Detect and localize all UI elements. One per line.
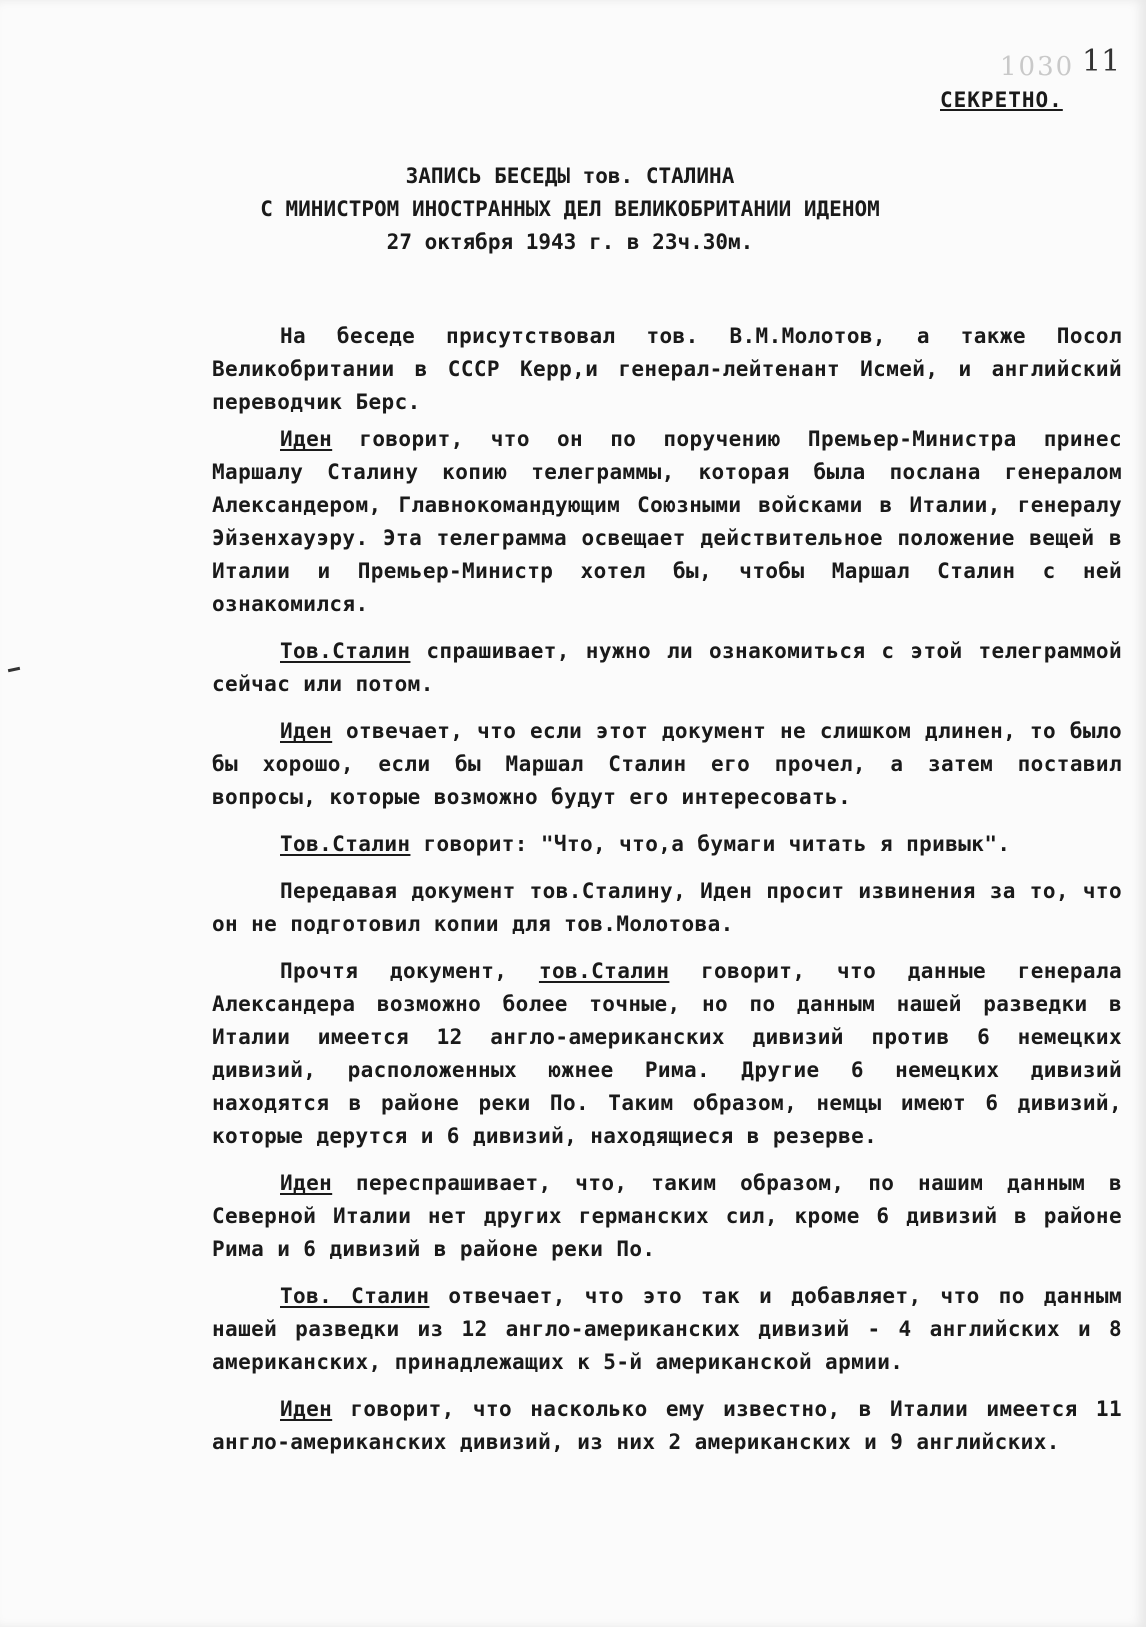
paragraph bbox=[212, 955, 1122, 1153]
speaker-name: Иден bbox=[280, 1171, 333, 1195]
classification-text: СЕКРЕТНО. bbox=[940, 88, 1063, 112]
paragraph-text: говорит, что он по поручению Премьер-Министра принес Маршалу Сталину копию телеграммы, которая была послана генералом Александером, Главнокомандующим Союзными войсками в Италии, генералу Эйзенхауэру. Эта телеграмма освещает действительное положение вещей в Италии и Премьер-Министр хотел бы, чтобы Маршал Сталин с ней ознакомился. bbox=[212, 427, 1122, 616]
speaker-name: Иден bbox=[280, 427, 333, 451]
title-line-3: 27 октября 1943 г. в 23ч.30м. bbox=[386, 230, 754, 254]
paragraph bbox=[212, 635, 1122, 701]
speaker-name: Тов. Сталин bbox=[280, 1284, 430, 1308]
classification-stamp bbox=[940, 88, 1063, 112]
paragraph-text: спрашивает, нужно ли ознакомиться с этой телеграммой сейчас или потом. bbox=[212, 639, 1122, 696]
paragraph bbox=[212, 1393, 1122, 1459]
paragraph-text: говорит, что данные генерала Александера возможно более точные, но по данным нашей разведки в Италии имеется 12 англо-американских дивизий против 6 немецких дивизий, расположенных южнее Рима. Другие 6 немецких дивизий находятся в районе реки По. Таким образом, немцы имеют 6 дивизий, которые дерутся и 6 дивизий, находящиеся в резерве. bbox=[212, 959, 1123, 1148]
folio-number: 11 bbox=[1082, 44, 1121, 79]
paragraph-text: отвечает, что это так и добавляет, что по данным нашей разведки из 12 англо-американских дивизий - 4 английских и 8 американских, принадлежащих к 5-й американской армии. bbox=[212, 1284, 1122, 1374]
document-body bbox=[212, 320, 1122, 1473]
paragraph bbox=[212, 320, 1122, 419]
paragraph-text: Передавая документ тов.Сталину, Иден просит извинения за то, что он не подготовил копии для тов.Молотова. bbox=[212, 879, 1122, 936]
paragraph-text: На беседе присутствовал тов. В.М.Молотов, а также Посол Великобритании в СССР Керр,и генерал-лейтенант Исмей, и английский переводчик Берс. bbox=[212, 324, 1122, 414]
speaker-name: Иден bbox=[280, 1397, 333, 1421]
paragraph-text: переспрашивает, что, таким образом, по нашим данным в Северной Италии нет других германских сил, кроме 6 дивизий в районе Рима и 6 дивизий в районе реки По. bbox=[212, 1171, 1122, 1261]
paragraph-text: отвечает, что если этот документ не слишком длинен, то было бы хорошо, если бы Маршал Сталин его прочел, а затем поставил вопросы, которые возможно будут его интересовать. bbox=[212, 719, 1122, 809]
margin-mark bbox=[8, 667, 20, 672]
document-title bbox=[150, 160, 990, 259]
paragraph bbox=[212, 1167, 1122, 1266]
paragraph bbox=[212, 875, 1122, 941]
paragraph bbox=[212, 828, 1122, 861]
speaker-name: тов.Сталин bbox=[538, 959, 670, 983]
title-line-1: ЗАПИСЬ БЕСЕДЫ тов. СТАЛИНА bbox=[405, 164, 735, 188]
paragraph bbox=[212, 1280, 1122, 1379]
paragraph bbox=[212, 715, 1122, 814]
archive-mark: 1030 bbox=[1000, 52, 1075, 82]
paragraph bbox=[212, 423, 1122, 621]
speaker-name: Тов.Сталин bbox=[280, 639, 411, 663]
title-line-2: С МИНИСТРОМ ИНОСТРАННЫХ ДЕЛ ВЕЛИКОБРИТАНИИ ИДЕНОМ bbox=[260, 197, 880, 221]
speaker-name: Иден bbox=[280, 719, 333, 743]
paragraph-text: говорит: "Что, что,а бумаги читать я привык". bbox=[410, 832, 1011, 856]
paragraph-prefix: Прочтя документ, bbox=[280, 959, 539, 983]
speaker-name: Тов.Сталин bbox=[280, 832, 411, 856]
paragraph-text: говорит, что насколько ему известно, в Италии имеется 11 англо-американских дивизий, из них 2 американских и 9 английских. bbox=[212, 1397, 1122, 1454]
